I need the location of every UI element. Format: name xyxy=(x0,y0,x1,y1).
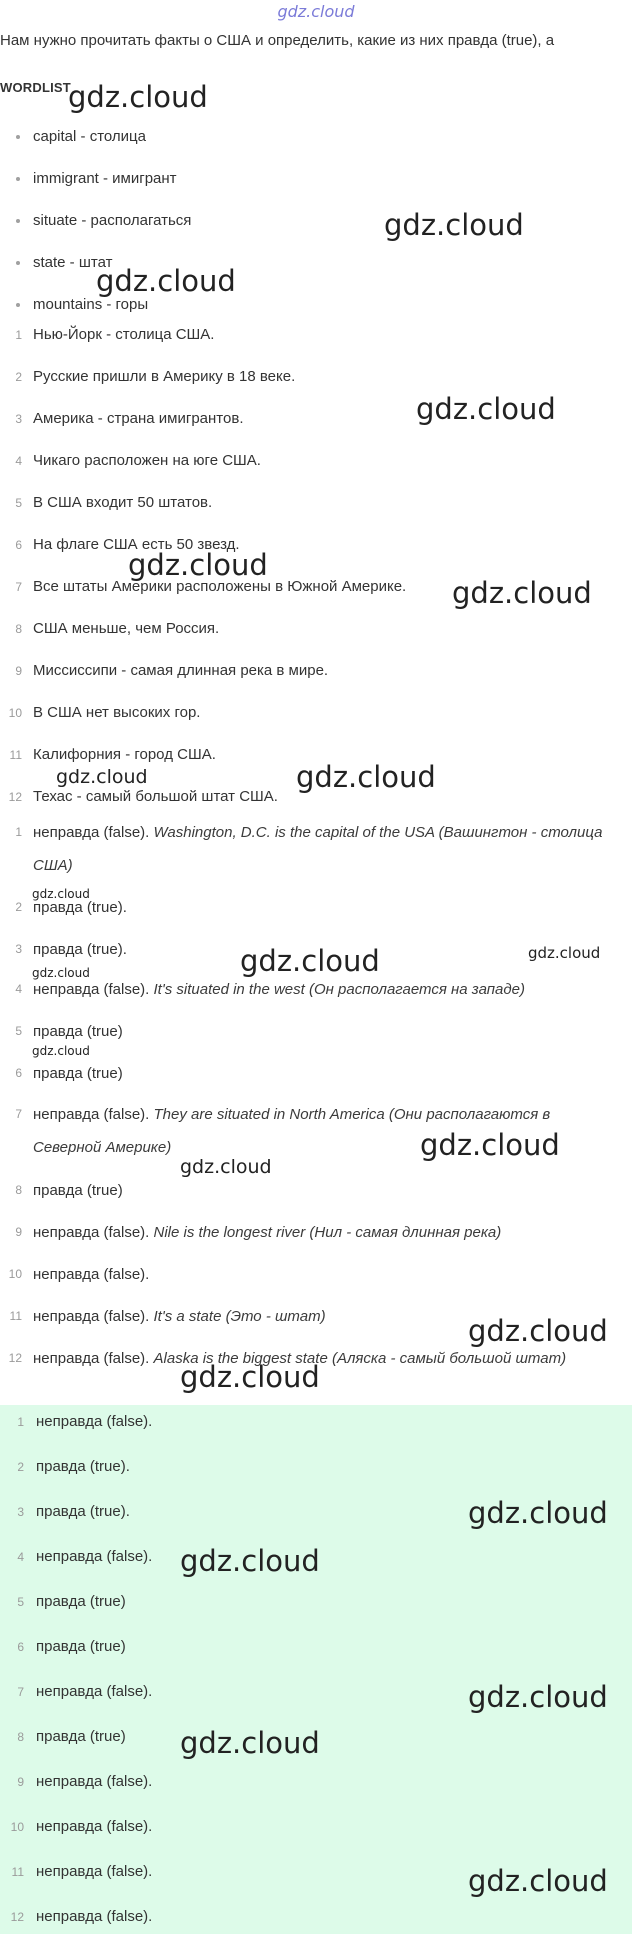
item-number: 6 xyxy=(17,1640,24,1654)
answer-verdict: правда (true). xyxy=(33,941,127,958)
fact-item xyxy=(0,490,632,532)
fact-text: Техас - самый большой штат США. xyxy=(33,788,278,805)
fact-item xyxy=(0,448,632,490)
summary-item xyxy=(0,1855,632,1900)
answer-verdict: правда (true). xyxy=(33,899,127,916)
summary-item xyxy=(0,1450,632,1495)
item-number: 10 xyxy=(8,1267,22,1281)
watermark: gdz.cloud xyxy=(180,1544,320,1578)
item-number: 11 xyxy=(9,748,22,762)
wordlist-item-text: immigrant - имигрант xyxy=(33,170,177,187)
answer-item xyxy=(0,1057,632,1098)
fact-text: В США входит 50 штатов. xyxy=(33,494,213,511)
wordlist-item xyxy=(0,250,632,292)
summary-text: правда (true) xyxy=(36,1638,126,1655)
watermark: gdz.cloud xyxy=(468,1680,608,1714)
watermark: gdz.cloud xyxy=(468,1496,608,1530)
answers-list xyxy=(0,816,632,1412)
fact-item xyxy=(0,406,632,448)
wordlist-item xyxy=(0,124,632,166)
watermark: gdz.cloud xyxy=(96,264,236,298)
summary-item xyxy=(0,1720,632,1765)
answer-explanation: Nile is the longest river (Нил - самая длинная река) xyxy=(153,1224,502,1241)
answer-verdict: неправда (false). xyxy=(33,824,154,841)
bullet-icon xyxy=(16,219,20,223)
wordlist-item-text: capital - столица xyxy=(33,128,146,145)
watermark: gdz.cloud xyxy=(32,1044,90,1058)
fact-text: США меньше, чем Россия. xyxy=(33,620,220,637)
fact-item xyxy=(0,658,632,700)
watermark: gdz.cloud xyxy=(468,1314,608,1348)
summary-text: неправда (false). xyxy=(36,1773,153,1790)
item-number: 5 xyxy=(15,496,22,510)
watermark: gdz.cloud xyxy=(240,944,380,978)
summary-item xyxy=(0,1900,632,1934)
summary-text: неправда (false). xyxy=(36,1908,153,1925)
summary-item xyxy=(0,1495,632,1540)
fact-text: Все штаты Америки расположены в Южной Америке. xyxy=(33,578,407,595)
item-number: 2 xyxy=(15,370,22,384)
item-number: 7 xyxy=(15,1107,22,1121)
item-number: 4 xyxy=(17,1550,24,1564)
item-number: 8 xyxy=(17,1730,24,1744)
item-number: 9 xyxy=(15,1225,22,1239)
item-number: 4 xyxy=(15,982,22,996)
answer-item xyxy=(0,973,632,1015)
item-number: 4 xyxy=(15,454,22,468)
answer-verdict: неправда (false). xyxy=(33,1106,154,1123)
intro-text: Нам нужно прочитать факты о США и определить, какие из них правда (true), а xyxy=(0,32,555,49)
item-number: 3 xyxy=(17,1505,24,1519)
summary-item xyxy=(0,1675,632,1720)
summary-text: неправда (false). xyxy=(36,1548,153,1565)
answer-item xyxy=(0,816,632,891)
bullet-icon xyxy=(16,135,20,139)
watermark: gdz.cloud xyxy=(468,1864,608,1898)
fact-text: Америка - страна имигрантов. xyxy=(33,410,244,427)
watermark: gdz.cloud xyxy=(420,1128,560,1162)
answer-verdict: неправда (false). xyxy=(33,1266,150,1283)
answer-explanation: Washington, D.C. is the capital of the USA (Вашингтон - столица США) xyxy=(33,824,603,874)
answer-summary-list xyxy=(0,1405,632,1934)
item-number: 12 xyxy=(10,1910,24,1924)
site-logo[interactable]: gdz.cloud xyxy=(277,2,355,21)
item-number: 2 xyxy=(17,1460,24,1474)
item-number: 12 xyxy=(8,1351,22,1365)
fact-item xyxy=(0,574,632,616)
summary-item xyxy=(0,1540,632,1585)
item-number: 6 xyxy=(15,1066,22,1080)
answer-explanation: It's situated in the west (Он располагается на западе) xyxy=(153,981,526,998)
answer-item xyxy=(0,1174,632,1216)
facts-list xyxy=(0,322,632,826)
item-number: 7 xyxy=(17,1685,24,1699)
wordlist-item xyxy=(0,208,632,250)
item-number: 3 xyxy=(15,412,22,426)
watermark: gdz.cloud xyxy=(180,1156,272,1178)
fact-text: Нью-Йорк - столица США. xyxy=(33,326,215,343)
answer-item xyxy=(0,933,632,973)
fact-item xyxy=(0,322,632,364)
summary-item xyxy=(0,1810,632,1855)
fact-item xyxy=(0,700,632,742)
answer-verdict: правда (true) xyxy=(33,1065,123,1082)
answer-item xyxy=(0,1216,632,1258)
answer-item xyxy=(0,1258,632,1300)
summary-item xyxy=(0,1765,632,1810)
wordlist-item-text: situate - располагаться xyxy=(33,212,192,229)
item-number: 5 xyxy=(17,1595,24,1609)
bullet-icon xyxy=(16,303,20,307)
item-number: 10 xyxy=(10,1820,24,1834)
item-number: 7 xyxy=(15,580,22,594)
answer-verdict: правда (true) xyxy=(33,1023,123,1040)
answer-explanation: It's a state (Это - штат) xyxy=(153,1308,326,1325)
fact-text: В США нет высоких гор. xyxy=(33,704,201,721)
item-number: 11 xyxy=(9,1309,22,1323)
answer-explanation: Alaska is the biggest state (Аляска - самый большой штат) xyxy=(153,1350,567,1367)
answer-item xyxy=(0,1342,632,1412)
answer-verdict: неправда (false). xyxy=(33,981,154,998)
watermark: gdz.cloud xyxy=(180,1360,320,1394)
fact-item xyxy=(0,616,632,658)
bullet-icon xyxy=(16,177,20,181)
answer-item xyxy=(0,1098,632,1174)
fact-item xyxy=(0,742,632,784)
wordlist-item-text: state - штат xyxy=(33,254,113,271)
fact-text: На флаге США есть 50 звезд. xyxy=(33,536,240,553)
answer-item xyxy=(0,891,632,933)
summary-item xyxy=(0,1630,632,1675)
wordlist-heading: WORDLIST xyxy=(0,80,71,95)
summary-text: неправда (false). xyxy=(36,1818,153,1835)
watermark: gdz.cloud xyxy=(528,944,601,962)
watermark: gdz.cloud xyxy=(128,548,268,582)
answer-item xyxy=(0,1015,632,1057)
summary-item xyxy=(0,1585,632,1630)
fact-text: Миссиссипи - самая длинная река в мире. xyxy=(33,662,329,679)
bullet-icon xyxy=(16,261,20,265)
item-number: 9 xyxy=(15,664,22,678)
item-number: 6 xyxy=(15,538,22,552)
answer-verdict: неправда (false). xyxy=(33,1350,154,1367)
item-number: 8 xyxy=(15,622,22,636)
wordlist-item xyxy=(0,166,632,208)
summary-text: правда (true). xyxy=(36,1458,130,1475)
summary-item xyxy=(0,1405,632,1450)
summary-text: неправда (false). xyxy=(36,1413,153,1430)
item-number: 1 xyxy=(17,1415,24,1429)
answer-verdict: правда (true) xyxy=(33,1182,123,1199)
item-number: 3 xyxy=(15,942,22,956)
summary-text: неправда (false). xyxy=(36,1863,153,1880)
watermark: gdz.cloud xyxy=(384,208,524,242)
watermark: gdz.cloud xyxy=(56,766,148,788)
summary-text: правда (true) xyxy=(36,1728,126,1745)
watermark: gdz.cloud xyxy=(180,1726,320,1760)
item-number: 11 xyxy=(11,1865,24,1879)
wordlist-item-text: mountains - горы xyxy=(33,296,149,313)
answer-verdict: неправда (false). xyxy=(33,1308,154,1325)
summary-text: правда (true). xyxy=(36,1503,130,1520)
watermark: gdz.cloud xyxy=(32,887,90,901)
item-number: 9 xyxy=(17,1775,24,1789)
fact-text: Чикаго расположен на юге США. xyxy=(33,452,261,469)
item-number: 8 xyxy=(15,1183,22,1197)
watermark: gdz.cloud xyxy=(296,760,436,794)
item-number: 1 xyxy=(15,825,22,839)
fact-item xyxy=(0,364,632,406)
item-number: 2 xyxy=(15,900,22,914)
item-number: 10 xyxy=(8,706,22,720)
item-number: 5 xyxy=(15,1024,22,1038)
answer-item xyxy=(0,1300,632,1342)
watermark: gdz.cloud xyxy=(68,80,208,114)
fact-text: Русские пришли в Америку в 18 веке. xyxy=(33,368,296,385)
watermark: gdz.cloud xyxy=(32,966,90,980)
fact-item xyxy=(0,532,632,574)
summary-text: неправда (false). xyxy=(36,1683,153,1700)
watermark: gdz.cloud xyxy=(416,392,556,426)
summary-text: правда (true) xyxy=(36,1593,126,1610)
fact-text: Калифорния - город США. xyxy=(33,746,216,763)
wordlist xyxy=(0,124,632,334)
item-number: 1 xyxy=(15,328,22,342)
answer-verdict: неправда (false). xyxy=(33,1224,154,1241)
answer-explanation: They are situated in North America (Они располагаются в Северной Америке) xyxy=(33,1106,551,1156)
item-number: 12 xyxy=(8,790,22,804)
watermark: gdz.cloud xyxy=(452,576,592,610)
